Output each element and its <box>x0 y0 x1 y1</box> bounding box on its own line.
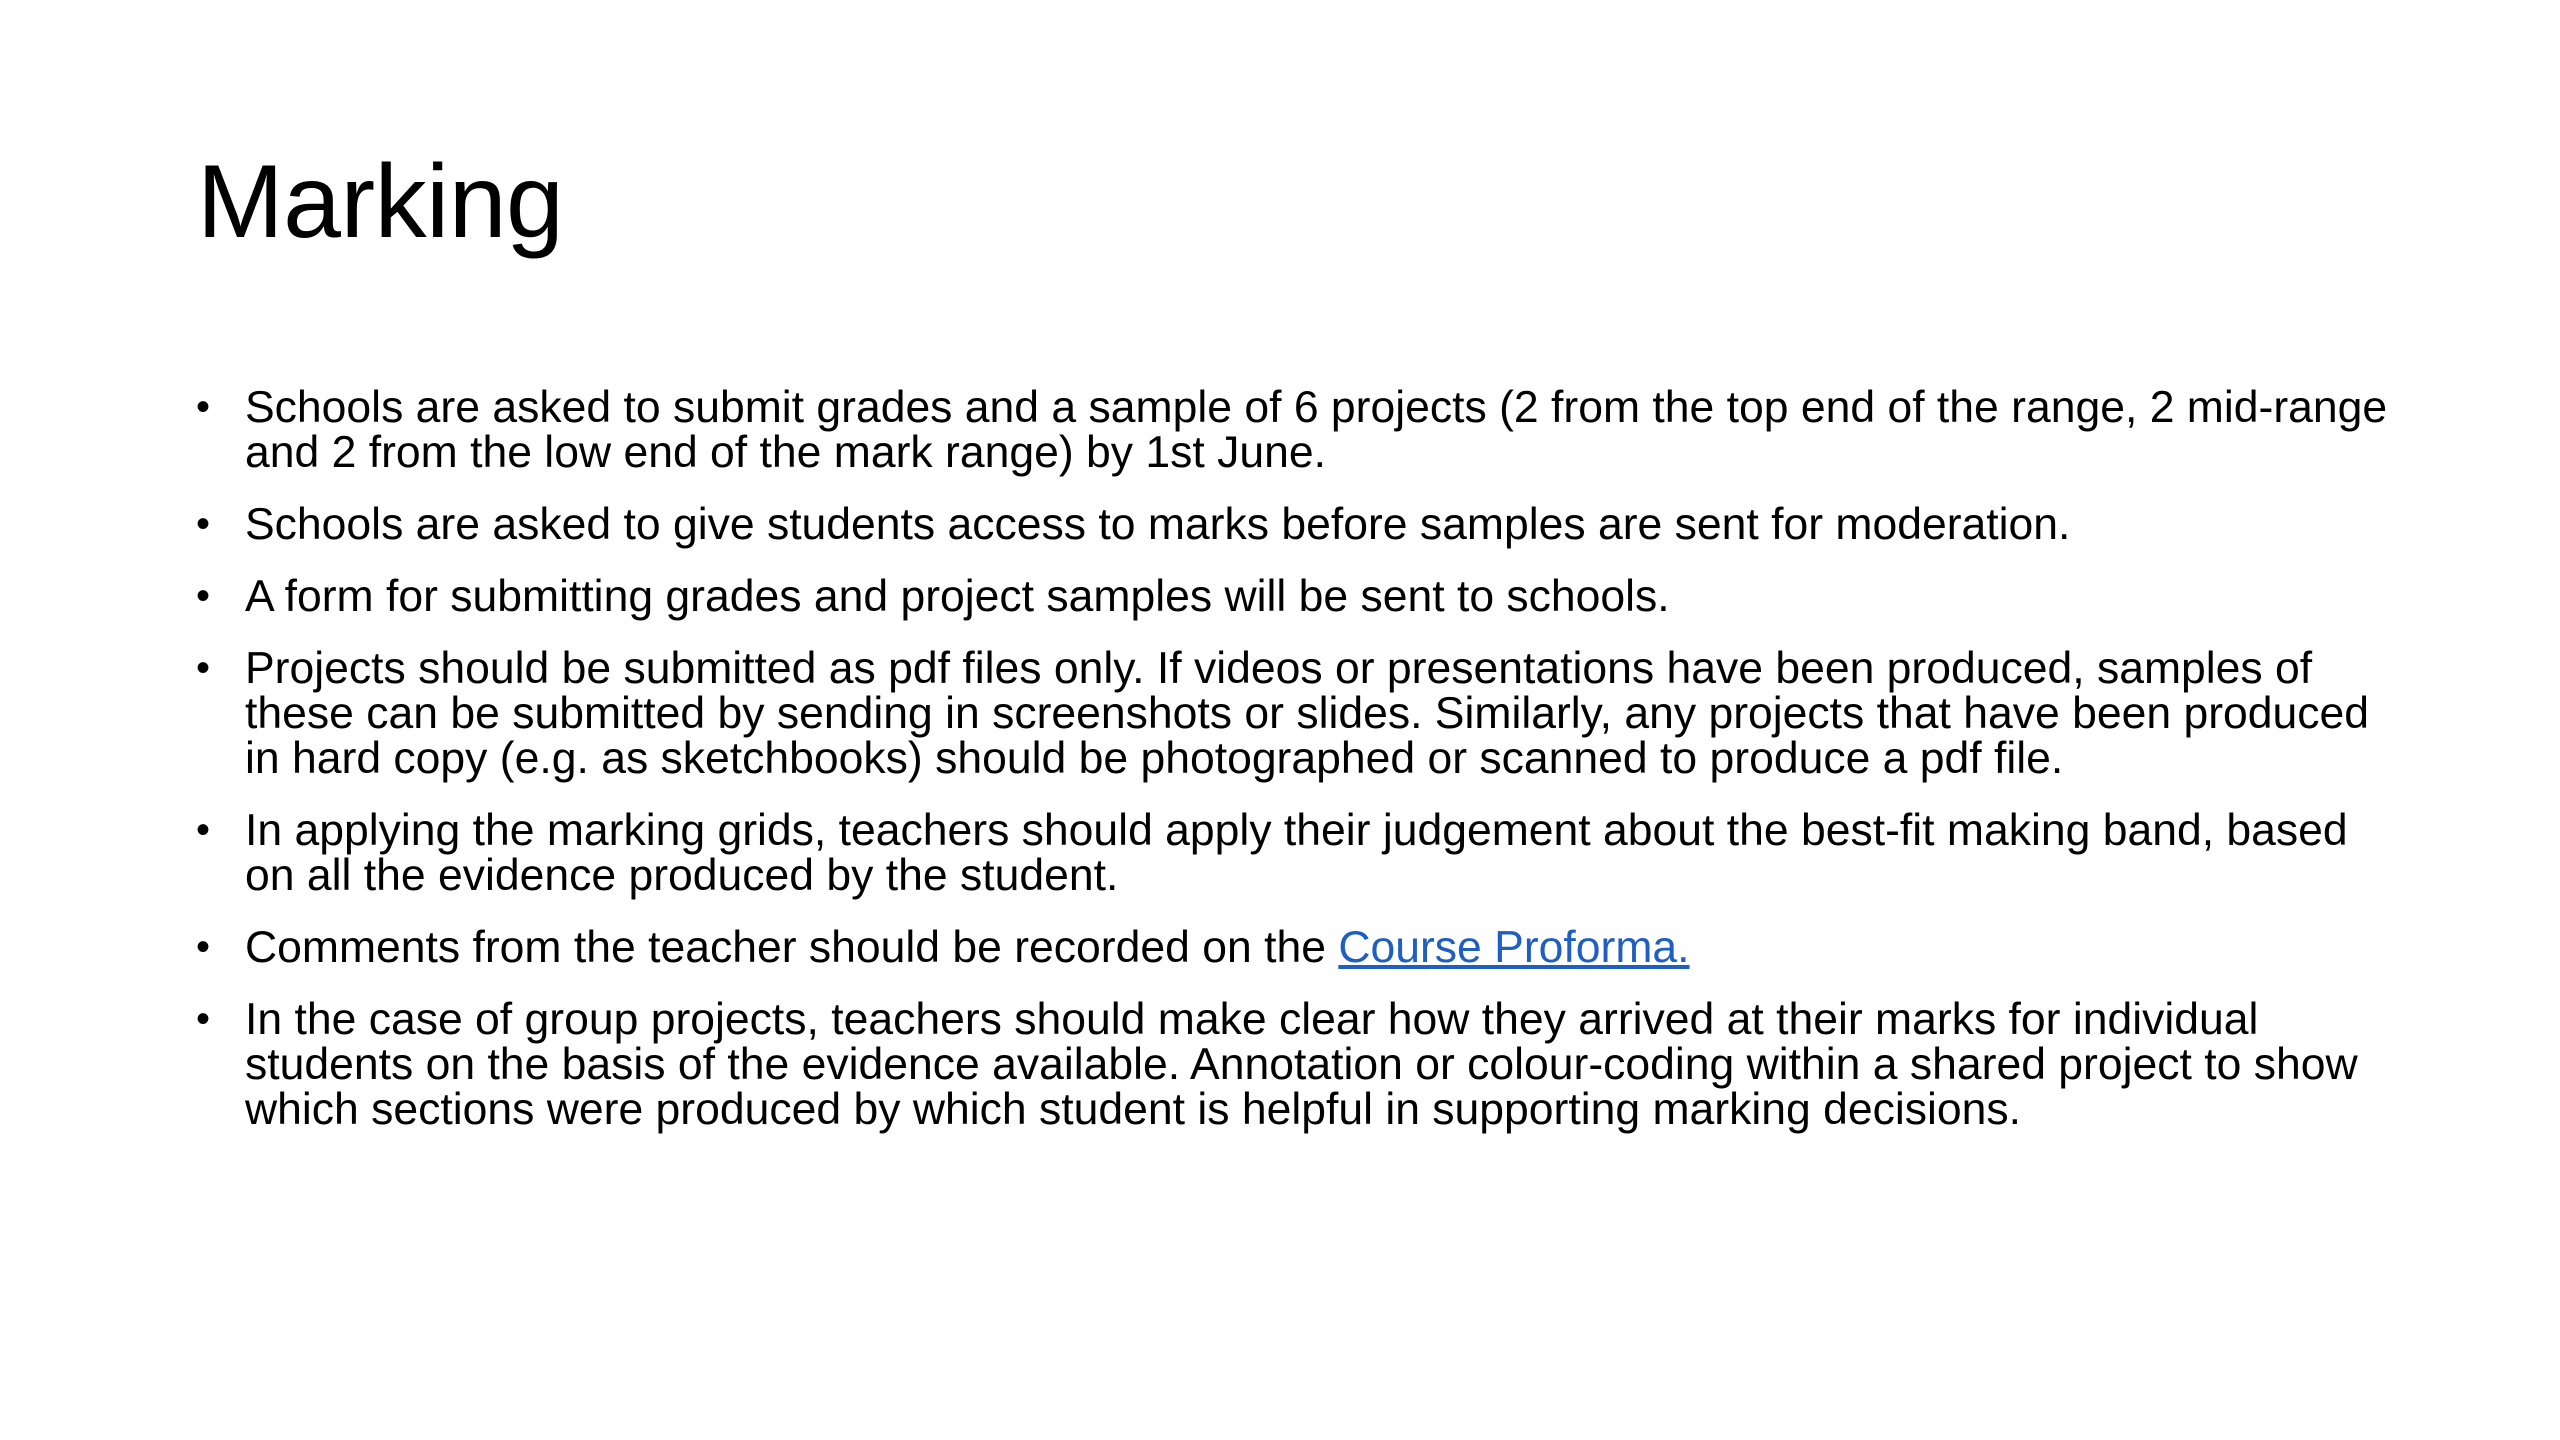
bullet-dot-icon: • <box>196 646 211 690</box>
course-proforma-link[interactable]: Course Proforma. <box>1338 923 1690 972</box>
bullet-list <box>190 385 2405 1159</box>
bullet-item <box>190 385 2405 475</box>
bullet-text: Schools are asked to submit grades and a sample of 6 projects (2 from the top end of the range, 2 mid-range and 2 from the low end of the mark range) by 1st June. <box>245 383 2388 477</box>
bullet-item <box>190 502 2405 547</box>
bullet-dot-icon: • <box>196 997 211 1041</box>
bullet-text: A form for submitting grades and project samples will be sent to schools. <box>245 572 1670 621</box>
bullet-text: Comments from the teacher should be recorded on the <box>245 923 1339 972</box>
bullet-dot-icon: • <box>196 385 211 429</box>
bullet-dot-icon: • <box>196 808 211 852</box>
bullet-item <box>190 997 2405 1132</box>
bullet-text: Projects should be submitted as pdf files only. If videos or presentations have been produced, samples of these can be submitted by sending in screenshots or slides. Similarly, any projects that have been produced in hard copy (e.g. as sketchbooks) should be photographed or scanned to produce a pdf file. <box>245 644 2370 783</box>
bullet-dot-icon: • <box>196 502 211 546</box>
bullet-item <box>190 808 2405 898</box>
bullet-item <box>190 574 2405 619</box>
bullet-item <box>190 925 2405 970</box>
slide-title: Marking <box>197 144 564 260</box>
bullet-text: In applying the marking grids, teachers should apply their judgement about the best-fit making band, based on all the evidence produced by the student. <box>245 806 2348 900</box>
bullet-text: Schools are asked to give students access to marks before samples are sent for moderation. <box>245 500 2071 549</box>
bullet-dot-icon: • <box>196 925 211 969</box>
bullet-item <box>190 646 2405 781</box>
bullet-dot-icon: • <box>196 574 211 618</box>
bullet-text: In the case of group projects, teachers should make clear how they arrived at their marks for individual students on the basis of the evidence available. Annotation or colour-coding within a shared project to show which sections were produced by which student is helpful in supporting marking decisions. <box>245 995 2358 1134</box>
